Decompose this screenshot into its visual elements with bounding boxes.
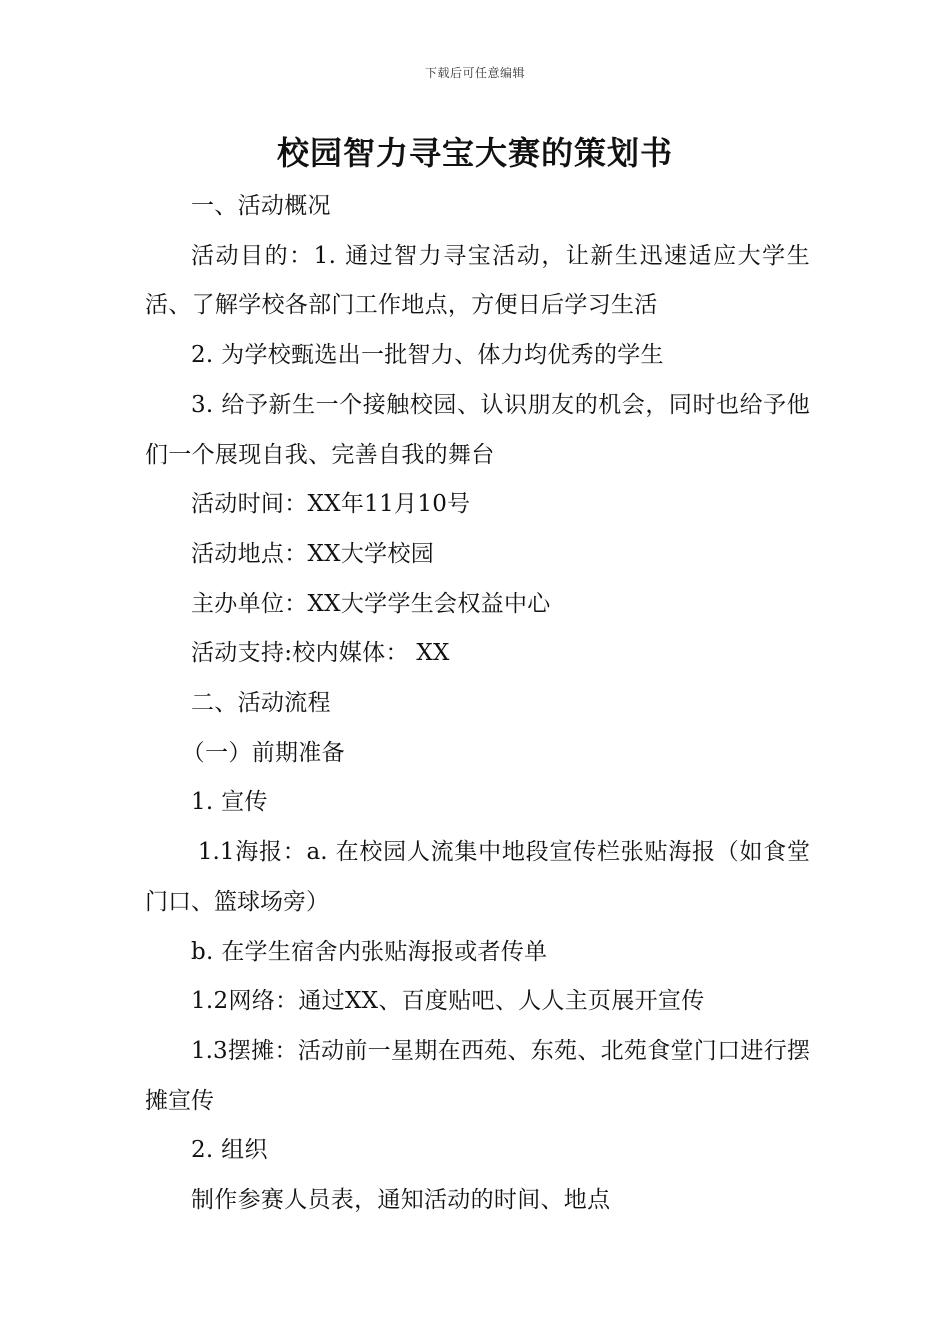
paragraph-location: 活动地点：XX大学校园 — [191, 540, 435, 567]
paragraph-purpose-3: 3. 给予新生一个接触校园、认识朋友的机会，同时也给予他们一个展现自我、完善自我的舞台 — [145, 391, 810, 468]
paragraph-purpose-1: 活动目的：1. 通过智力寻宝活动，让新生迅速适应大学生活、了解学校各部门工作地点，方便日后学习生活 — [145, 242, 810, 319]
subsection-heading-preparation: （一）前期准备 — [181, 739, 345, 766]
item-booth: 1.3摆摊：活动前一星期在西苑、东苑、北苑食堂门口进行摆摊宣传 — [145, 1037, 810, 1114]
paragraph-time: 活动时间：XX年11月10号 — [191, 491, 471, 518]
item-organization: 2. 组织 — [191, 1137, 268, 1164]
item-publicity: 1. 宣传 — [191, 789, 268, 816]
item-posters: 1.1海报：a. 在校园人流集中地段宣传栏张贴海报（如食堂门口、篮球场旁） — [145, 839, 810, 915]
paragraph-support: 活动支持:校内媒体： XX — [191, 640, 450, 667]
document-body — [145, 182, 810, 1226]
document-title: 校园智力寻宝大赛的策划书 — [276, 134, 673, 172]
paragraph-organizer: 主办单位：XX大学学生会权益中心 — [191, 590, 551, 617]
header-note: 下载后可任意编辑 — [424, 66, 525, 80]
item-network: 1.2网络：通过XX、百度贴吧、人人主页展开宣传 — [191, 988, 705, 1015]
paragraph-participant-list: 制作参赛人员表，通知活动的时间、地点 — [191, 1187, 611, 1214]
section-heading-overview: 一、活动概况 — [191, 193, 331, 219]
section-heading-process: 二、活动流程 — [191, 690, 331, 717]
item-dorm-posters: b. 在学生宿舍内张贴海报或者传单 — [191, 938, 548, 965]
paragraph-purpose-2: 2. 为学校甄选出一批智力、体力均优秀的学生 — [191, 342, 664, 369]
